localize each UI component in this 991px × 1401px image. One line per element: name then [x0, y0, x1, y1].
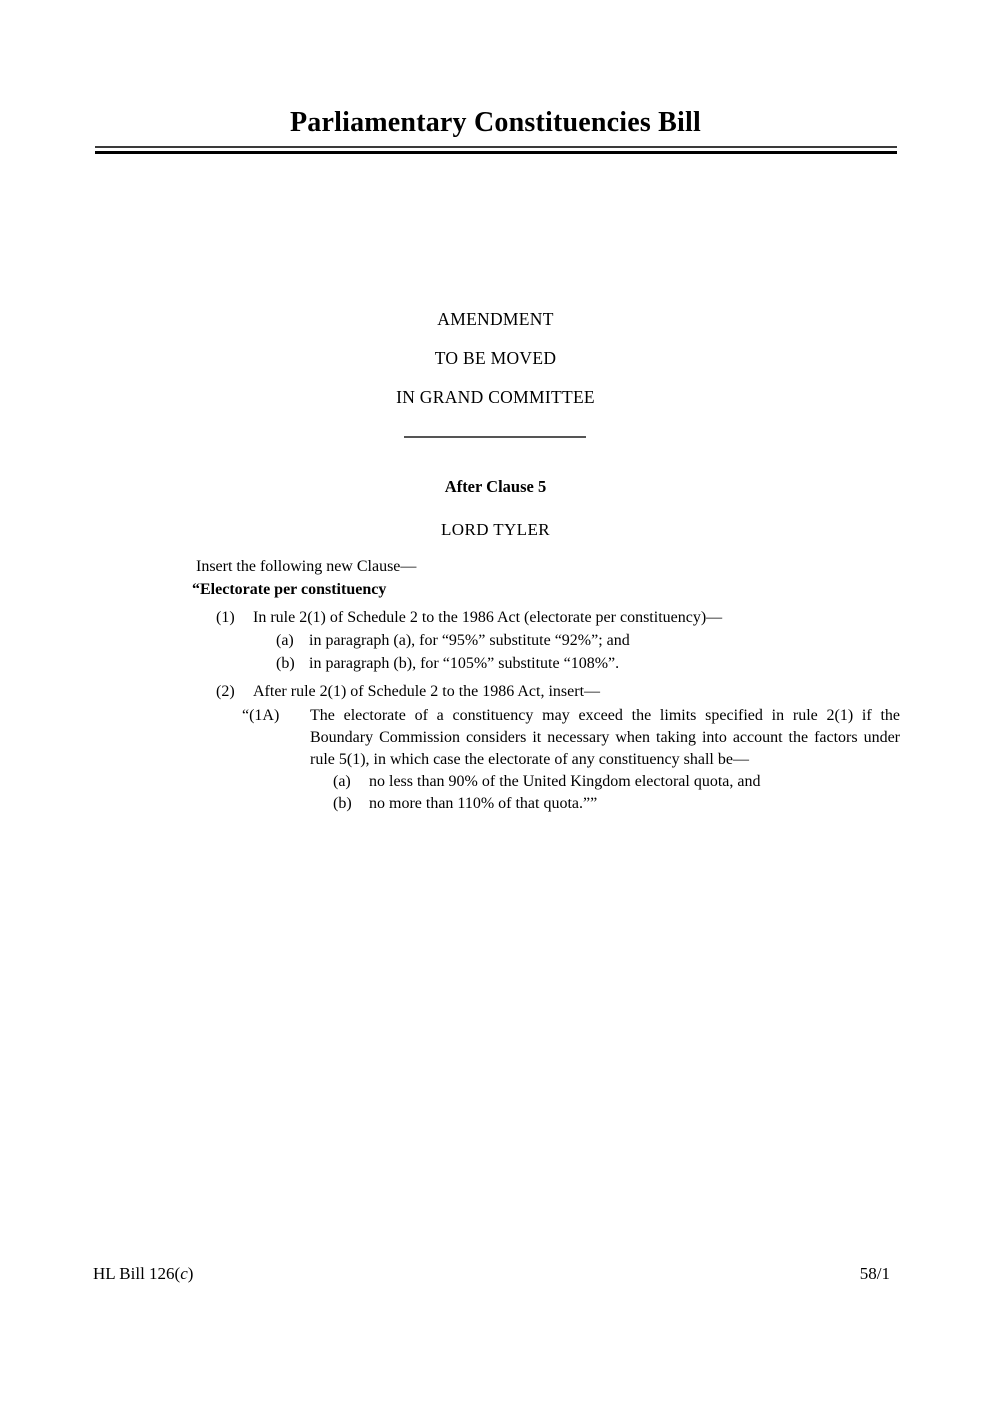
- quoted-clause-1A: [196, 705, 900, 771]
- clause-heading: After Clause 5: [444, 477, 547, 496]
- quoted-clause-sub-a: [196, 771, 900, 793]
- footer-page-ref: 58/1: [859, 1264, 890, 1283]
- amendment-heading: [0, 300, 991, 417]
- section-divider-rule: [404, 436, 586, 438]
- sub-item-number: (b): [276, 655, 295, 672]
- mover-name: LORD TYLER: [441, 520, 550, 539]
- amendment-heading-line-1: AMENDMENT: [437, 309, 554, 329]
- amendment-item-1-sub-a: [196, 629, 900, 652]
- amendment-item-1: [196, 606, 900, 629]
- quoted-clause-sub-b: [196, 793, 900, 815]
- page-title: Parliamentary Constituencies Bill: [289, 107, 701, 138]
- item-text: In rule 2(1) of Schedule 2 to the 1986 Act (electorate per constituency)—: [253, 609, 723, 626]
- item-number: (2): [216, 683, 235, 700]
- new-clause-title: “Electorate per constituency: [192, 581, 387, 598]
- amendment-heading-line-2: TO BE MOVED: [434, 348, 557, 368]
- sub-item-text: no more than 110% of that quota.””: [369, 795, 598, 812]
- sub-item-number: (a): [333, 773, 351, 790]
- sub-item-number: (b): [333, 795, 352, 812]
- instruction-line: Insert the following new Clause—: [196, 558, 417, 575]
- amendment-item-1-sub-b: [196, 652, 900, 675]
- sub-item-text: no less than 90% of the United Kingdom electoral quota, and: [369, 773, 761, 790]
- item-text: After rule 2(1) of Schedule 2 to the 1986 Act, insert—: [253, 683, 601, 700]
- quoted-clause-number: “(1A): [242, 707, 280, 724]
- item-number: (1): [216, 609, 235, 626]
- quoted-clause-text: The electorate of a constituency may exceed the limits specified in rule 2(1) if the Boundary Commission considers it necessary when taking into account the factors under rule 5(1), in which case the electorate of any constituency shall be—: [310, 707, 900, 768]
- amendment-heading-line-3: IN GRAND COMMITTEE: [396, 387, 595, 407]
- amendment-body: [192, 555, 900, 815]
- amendment-item-2: [196, 680, 900, 703]
- title-double-rule: [95, 146, 897, 154]
- footer-bill-italic: c: [180, 1264, 188, 1283]
- footer-bill-prefix: HL Bill 126(: [93, 1264, 181, 1283]
- sub-item-number: (a): [276, 632, 294, 649]
- sub-item-text: in paragraph (a), for “95%” substitute “92%”; and: [309, 632, 630, 649]
- sub-item-text: in paragraph (b), for “105%” substitute “108%”.: [309, 655, 620, 672]
- footer-bill-suffix: ): [187, 1264, 194, 1283]
- footer-bill-number: [93, 1264, 193, 1284]
